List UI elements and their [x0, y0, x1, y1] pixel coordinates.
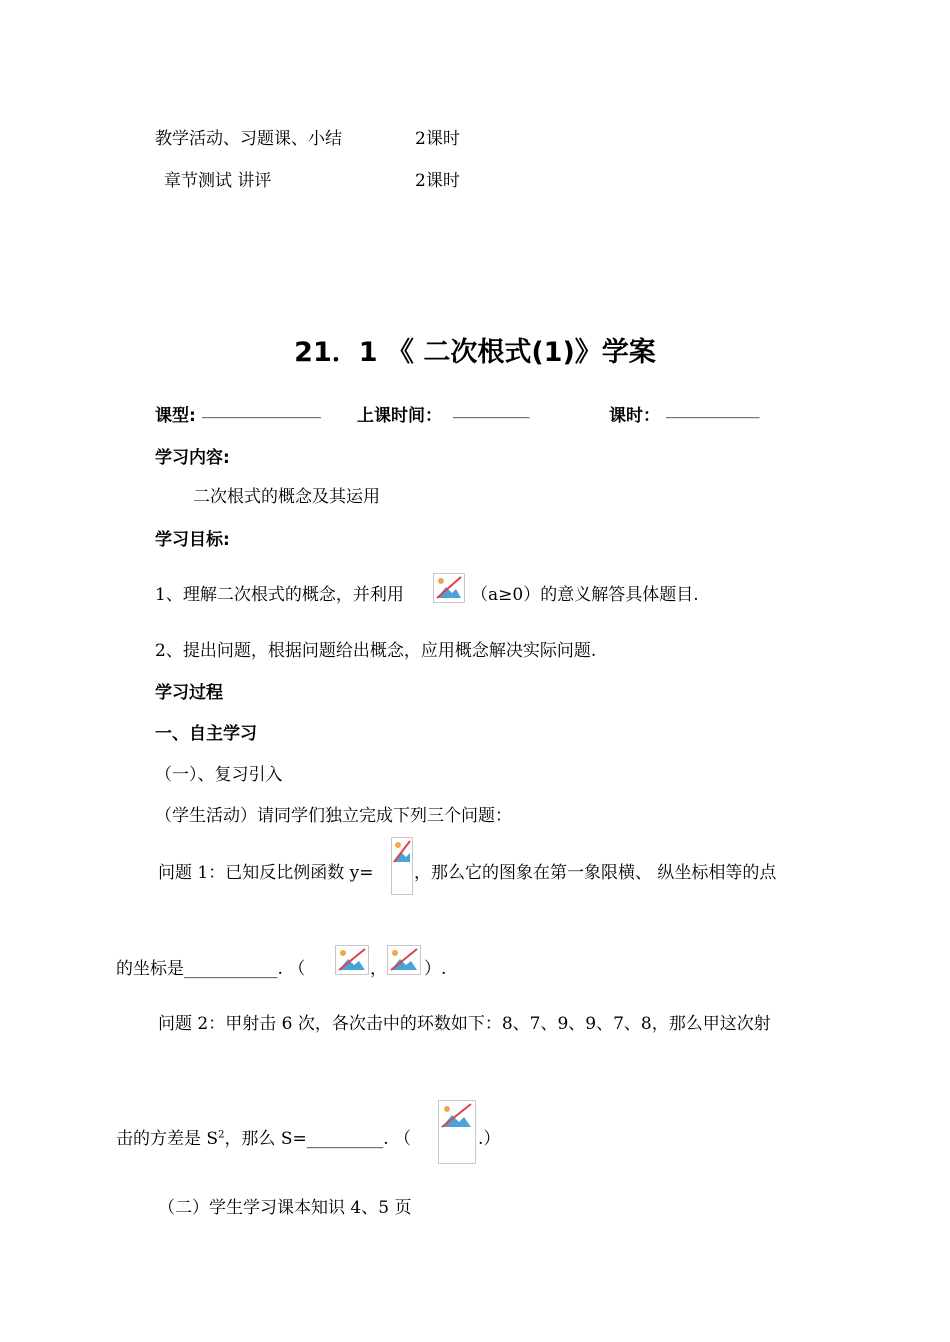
q1-text-a: 问题 1：已知反比例函数 y= — [158, 863, 374, 883]
broken-image-icon — [391, 837, 413, 895]
goal-2-text: 2、提出问题，根据问题给出概念，应用概念解决实际问题. — [155, 641, 597, 661]
activity-text: （学生活动）请同学们独立完成下列三个问题： — [155, 806, 512, 826]
goal-1-text-b: （a≥0）的意义解答具体题目. — [471, 585, 699, 605]
q2-end: .） — [478, 1129, 501, 1149]
content-text: 二次根式的概念及其运用 — [193, 487, 380, 507]
schedule-item-1: 教学活动、习题课、小结 — [155, 129, 342, 149]
class-time-blank: _________ — [453, 399, 530, 419]
period-blank: ___________ — [666, 399, 760, 419]
goal-1-text-a: 1、理解二次根式的概念，并利用 — [155, 585, 404, 605]
lesson-type-label: 课型: — [155, 406, 196, 426]
q1-comma: ， — [370, 959, 387, 979]
q2-text-b2: ，那么 S=_________. （ — [224, 1129, 412, 1149]
q1-text-b: ，那么它的图象在第一象限横、 纵坐标相等的点 — [414, 863, 777, 883]
broken-image-icon — [438, 1100, 476, 1164]
q1-text-c: 的坐标是___________. （ — [116, 959, 306, 979]
broken-image-icon — [335, 945, 369, 975]
goals-heading: 学习目标: — [155, 530, 230, 550]
broken-image-icon — [433, 573, 465, 603]
section-1-heading: 一、自主学习 — [155, 724, 257, 744]
q1-end: ）. — [424, 959, 447, 979]
q2-text-b1: 击的方差是 S — [116, 1129, 219, 1149]
q2-text-a: 问题 2：甲射击 6 次，各次击中的环数如下：8、7、9、9、7、8，那么甲这次射 — [158, 1014, 771, 1034]
period-label: 课时： — [609, 406, 660, 426]
lesson-type-blank: ______________ — [202, 399, 321, 419]
schedule-item-2: 章节测试 讲评 — [164, 171, 272, 191]
process-heading: 学习过程 — [155, 683, 223, 703]
page-title: 21．1 《 二次根式(1)》学案 — [294, 337, 656, 368]
schedule-hours-2: 2课时 — [415, 171, 460, 191]
sub-1-heading: （一）、复习引入 — [155, 765, 283, 785]
q2-superscript: 2 — [218, 1129, 225, 1141]
class-time-label: 上课时间： — [357, 406, 442, 426]
schedule-hours-1: 2课时 — [415, 129, 460, 149]
q2-text-b — [116, 1124, 411, 1149]
content-heading: 学习内容: — [155, 448, 230, 468]
sub-2-heading: （二）学生学习课本知识 4、5 页 — [158, 1198, 412, 1218]
broken-image-icon — [387, 945, 421, 975]
